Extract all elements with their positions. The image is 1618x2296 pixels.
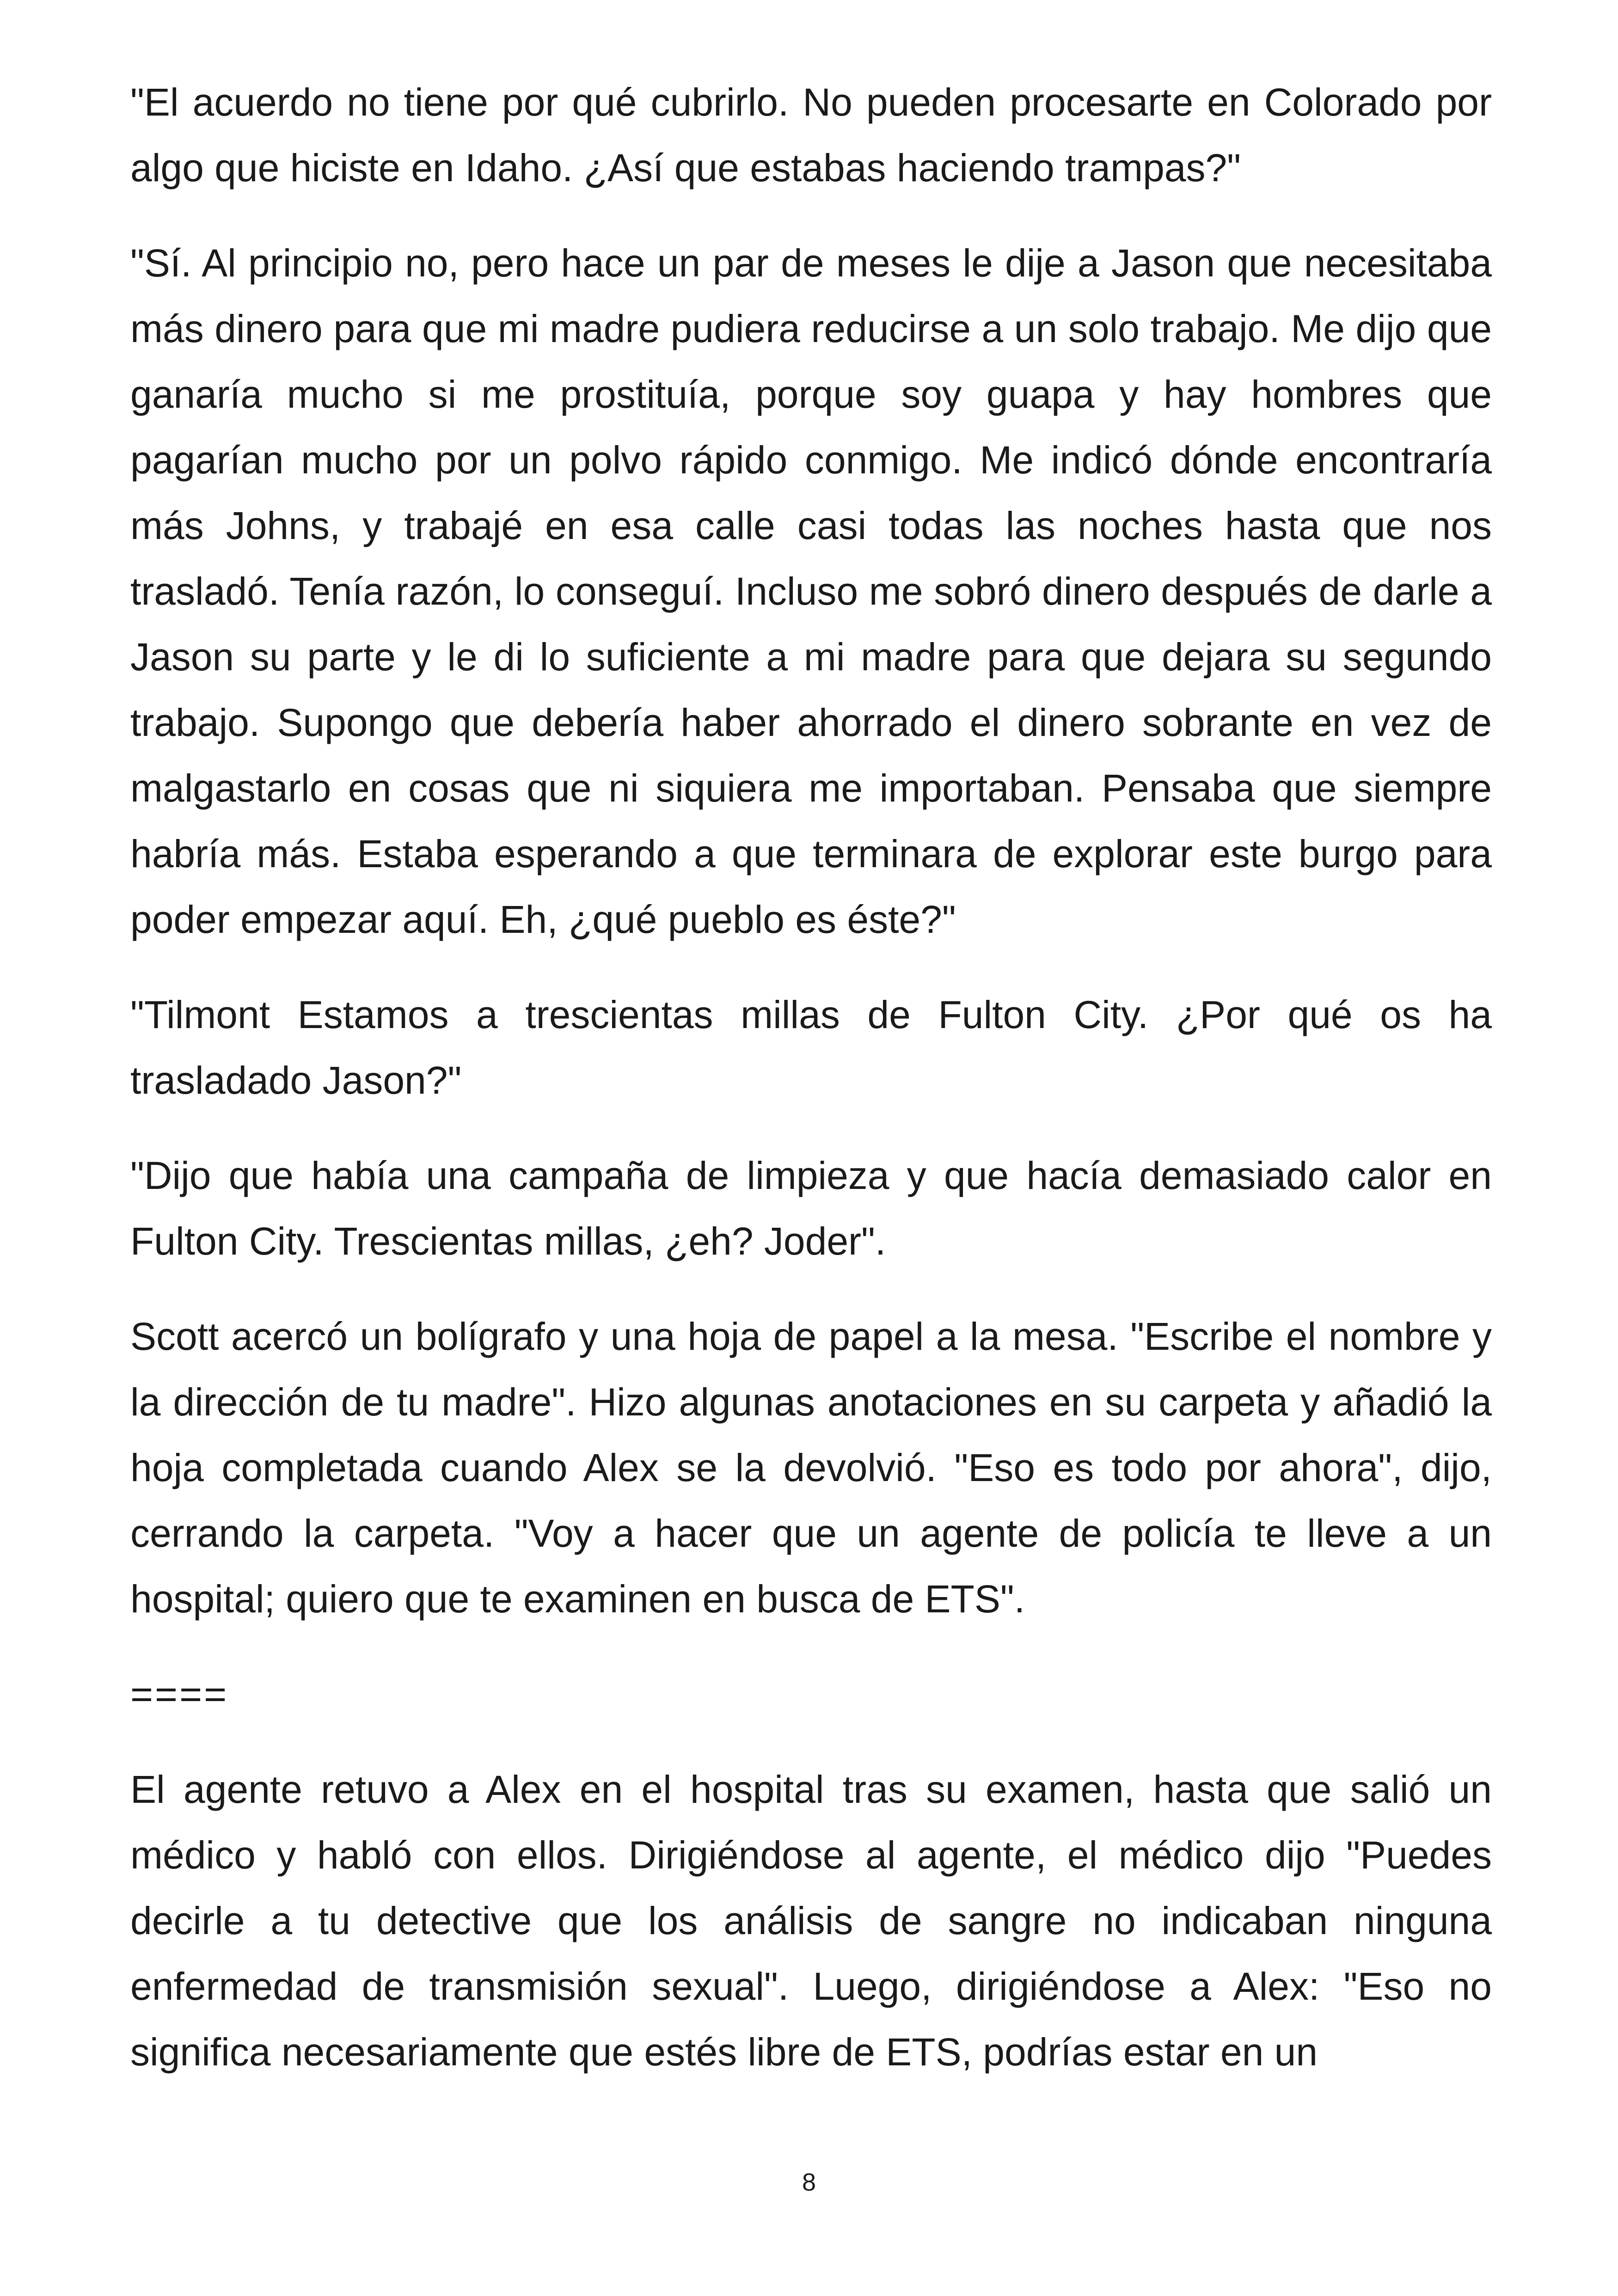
document-body	[130, 69, 1492, 2114]
paragraph-6: El agente retuvo a Alex en el hospital tras su examen, hasta que salió un médico y habló con ellos. Dirigiéndose al agente, el médico dijo "Puedes decirle a tu detective que los análisis de sangre no indicaban ninguna enfermedad de transmisión sexual". Luego, dirigiéndose a Alex: "Eso no significa necesariamente que estés libre de ETS, podrías estar en un	[130, 1768, 1492, 2074]
scene-separator: ====	[130, 1672, 229, 1716]
paragraph-3: "Tilmont Estamos a trescientas millas de Fulton City. ¿Por qué os ha trasladado Jason?"	[130, 993, 1492, 1102]
paragraph-4: "Dijo que había una campaña de limpieza y que hacía demasiado calor en Fulton City. Trescientas millas, ¿eh? Joder".	[130, 1154, 1492, 1263]
paragraph-1: "El acuerdo no tiene por qué cubrirlo. No pueden procesarte en Colorado por algo que hiciste en Idaho. ¿Así que estabas haciendo trampas?"	[130, 80, 1492, 190]
paragraph-2: "Sí. Al principio no, pero hace un par de meses le dije a Jason que necesitaba más dinero para que mi madre pudiera reducirse a un solo trabajo. Me dijo que ganaría mucho si me prostituía, porque soy guapa y hay hombres que pagarían mucho por un polvo rápido conmigo. Me indicó dónde encontraría más Johns, y trabajé en esa calle casi todas las noches hasta que nos trasladó. Tenía razón, lo conseguí. Incluso me sobró dinero después de darle a Jason su parte y le di lo suficiente a mi madre para que dejara su segundo trabajo. Supongo que debería haber ahorrado el dinero sobrante en vez de malgastarlo en cosas que ni siquiera me importaban. Pensaba que siempre habría más. Estaba esperando a que terminara de explorar este burgo para poder empezar aquí. Eh, ¿qué pueblo es éste?"	[130, 241, 1492, 941]
paragraph-5: Scott acercó un bolígrafo y una hoja de papel a la mesa. "Escribe el nombre y la dirección de tu madre". Hizo algunas anotaciones en su carpeta y añadió la hoja completada cuando Alex se la devolvió. "Eso es todo por ahora", dijo, cerrando la carpeta. "Voy a hacer que un agente de policía te lleve a un hospital; quiero que te examinen en busca de ETS".	[130, 1315, 1492, 1621]
page-number: 8	[802, 2168, 816, 2196]
